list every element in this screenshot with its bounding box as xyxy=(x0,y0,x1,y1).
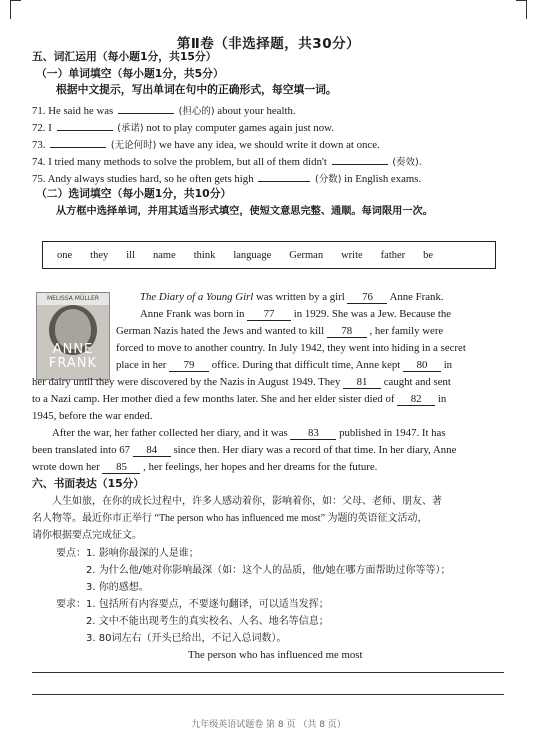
passage-text: place in her xyxy=(116,359,167,371)
passage-line-6 xyxy=(32,374,451,391)
passage-line-9 xyxy=(52,425,446,442)
answer-84[interactable]: 84 xyxy=(133,444,171,457)
answer-78[interactable]: 78 xyxy=(327,325,367,338)
q71-text-before: 71. He said he was xyxy=(32,105,114,117)
passage-text: Anne Frank was born in xyxy=(140,308,245,320)
part2-instruction: 从方框中选择单词，并用其适当形式填空，使短文意思完整、通顺。每词限用一次。 xyxy=(56,206,433,217)
word-bank-item: be xyxy=(423,249,434,261)
q75-answer-blank[interactable] xyxy=(258,169,310,182)
word-bank-item: think xyxy=(193,249,216,261)
q72-text-before: 72. I xyxy=(32,122,52,134)
passage-line-10 xyxy=(32,442,456,459)
passage-text: , her feelings, her hopes and her dreams for the future. xyxy=(143,461,378,473)
word-bank-item: ill xyxy=(126,249,136,261)
section5-heading: 五、词汇运用（每小题1分，共15分） xyxy=(32,50,217,63)
q75-text-after: in English exams. xyxy=(344,173,422,185)
word-bank-item: language xyxy=(233,249,272,261)
passage-text: in 1929. She was a Jew. Because the xyxy=(293,308,452,320)
book-cover-author: MELISSA MÜLLER xyxy=(37,293,109,305)
word-bank-item: they xyxy=(90,249,109,261)
passage-text: in xyxy=(437,393,447,405)
points-label: 要点： xyxy=(56,548,86,559)
passage-line-11 xyxy=(32,459,377,476)
passage-text: Anne Frank. xyxy=(389,291,444,303)
writing-line-2[interactable] xyxy=(32,694,504,695)
q73-text-before: 73. xyxy=(32,139,46,151)
answer-80[interactable]: 80 xyxy=(403,359,441,372)
word-bank-item: one xyxy=(57,249,73,261)
q74-hint: (奏效). xyxy=(392,157,422,168)
passage-text: German Nazis hated the Jews and wanted to kill xyxy=(116,325,325,337)
q75-hint: (分数) xyxy=(315,174,342,185)
section6-intro-line2 xyxy=(32,511,428,527)
q72-text-after: not to play computer games again just now. xyxy=(146,122,334,134)
requirements-line-2: 2. 文中不能出现考生的真实校名、人名、地名等信息； xyxy=(86,616,329,627)
section6-intro-line1: 人生如旅，在你的成长过程中，许多人感动着你，影响着你，如：父母、老师、朋友、著 xyxy=(52,496,442,507)
passage-text: wrote down her xyxy=(32,461,100,473)
points-line-1 xyxy=(56,546,199,562)
q71-hint: (担心的) xyxy=(178,106,215,117)
requirements-line-3: 3. 80词左右（开头已给出，不记入总词数）。 xyxy=(86,633,287,644)
answer-85[interactable]: 85 xyxy=(102,461,140,474)
word-bank-item: father xyxy=(380,249,406,261)
q75-text-before: 75. Andy always studies hard, so he often gets high xyxy=(32,173,254,185)
q72-hint: (承诺) xyxy=(117,123,144,134)
q73-hint: (无论何时) xyxy=(110,140,157,151)
passage-line-8: 1945, before the war ended. xyxy=(32,410,153,422)
word-bank-item: name xyxy=(153,249,176,261)
answer-77[interactable]: 77 xyxy=(247,308,291,321)
passage-text: , her family were xyxy=(369,325,444,337)
answer-82[interactable]: 82 xyxy=(397,393,435,406)
part1-heading: （一）单词填空（每小题1分，共5分） xyxy=(36,67,224,80)
passage-text: After the war, her father collected her diary, and it was xyxy=(52,427,288,439)
passage-text: to a Nazi camp. Her mother died a few months later. She and her elder sister died of xyxy=(32,393,395,405)
answer-81[interactable]: 81 xyxy=(343,376,381,389)
intro-text: 为题的英语征文活动， xyxy=(327,513,428,524)
q71-answer-blank[interactable] xyxy=(118,101,174,114)
essay-topic-quote: “The person who has influenced me most” xyxy=(154,513,326,524)
q73-answer-blank[interactable] xyxy=(50,135,106,148)
requirements-label: 要求： xyxy=(56,599,86,610)
page-corner-mark-left xyxy=(10,0,21,19)
q74-answer-blank[interactable] xyxy=(332,152,388,165)
passage-text: office. During that difficult time, Anne kept xyxy=(211,359,401,371)
points-line-2: 2. 为什么他/她对你影响最深（如：这个人的品质，他/她在哪方面帮助过你等等）； xyxy=(86,565,451,576)
part2-heading: （二）选词填空（每小题1分，共10分） xyxy=(36,187,232,200)
passage-line-2 xyxy=(140,306,451,323)
point-item: 1. 影响你最深的人是谁； xyxy=(86,548,199,559)
passage-line-3 xyxy=(116,323,443,340)
word-bank-box xyxy=(42,241,496,269)
page-corner-mark-right xyxy=(516,0,527,19)
answer-79[interactable]: 79 xyxy=(169,359,209,372)
passage-text: published in 1947. It has xyxy=(339,427,446,439)
points-line-3: 3. 你的感想。 xyxy=(86,582,149,593)
passage-line-7 xyxy=(32,391,446,408)
word-bank-item: write xyxy=(341,249,363,261)
page-footer: 九年级英语试题卷 第 8 页 （共 8 页） xyxy=(191,720,346,730)
passage-text: been translated into 67 xyxy=(32,444,131,456)
passage-text: caught and sent xyxy=(383,376,451,388)
passage-text: was written by a girl xyxy=(256,291,345,303)
book-cover-title xyxy=(37,343,109,371)
requirements-line-1 xyxy=(56,597,329,613)
passage-line-1 xyxy=(140,289,444,306)
section6-intro-line3: 请你根据要点完成征文。 xyxy=(32,530,142,541)
q71-text-after: about your health. xyxy=(217,105,296,117)
answer-76[interactable]: 76 xyxy=(347,291,387,304)
book-title-text: The Diary of a Young Girl xyxy=(140,291,254,303)
passage-text: in xyxy=(443,359,453,371)
writing-line-1[interactable] xyxy=(32,672,504,673)
q74-text-before: 74. I tried many methods to solve the problem, but all of them didn't xyxy=(32,156,327,168)
book-cover-image xyxy=(36,292,110,380)
section6-heading: 六、书面表达（15分） xyxy=(32,477,145,490)
book-cover-title-line1: ANNE xyxy=(52,342,94,357)
paper-title: 第Ⅱ卷（非选择题，共30分） xyxy=(176,36,361,52)
passage-line-5 xyxy=(116,357,452,374)
word-bank-item: German xyxy=(289,249,324,261)
part1-instruction: 根据中文提示，写出单词在句中的正确形式，每空填一词。 xyxy=(56,83,337,96)
book-cover-title-line2: FRANK xyxy=(48,356,98,371)
passage-text: her dairy until they were discovered by the Nazis in August 1949. They xyxy=(32,376,341,388)
q72-answer-blank[interactable] xyxy=(57,118,113,131)
intro-text: 名人物等。最近你市正举行 xyxy=(32,513,152,524)
answer-83[interactable]: 83 xyxy=(290,427,336,440)
essay-title: The person who has influenced me most xyxy=(188,649,363,661)
passage-line-4: forced to move to another country. In July 1942, they went into hiding in a secret xyxy=(116,342,466,354)
passage-text: since then. Her diary was a record of that time. In her diary, Anne xyxy=(173,444,457,456)
q73-text-after: we have any idea, we should write it down at once. xyxy=(159,139,380,151)
requirement-item: 1. 包括所有内容要点，不要逐句翻译，可以适当发挥； xyxy=(86,599,329,610)
